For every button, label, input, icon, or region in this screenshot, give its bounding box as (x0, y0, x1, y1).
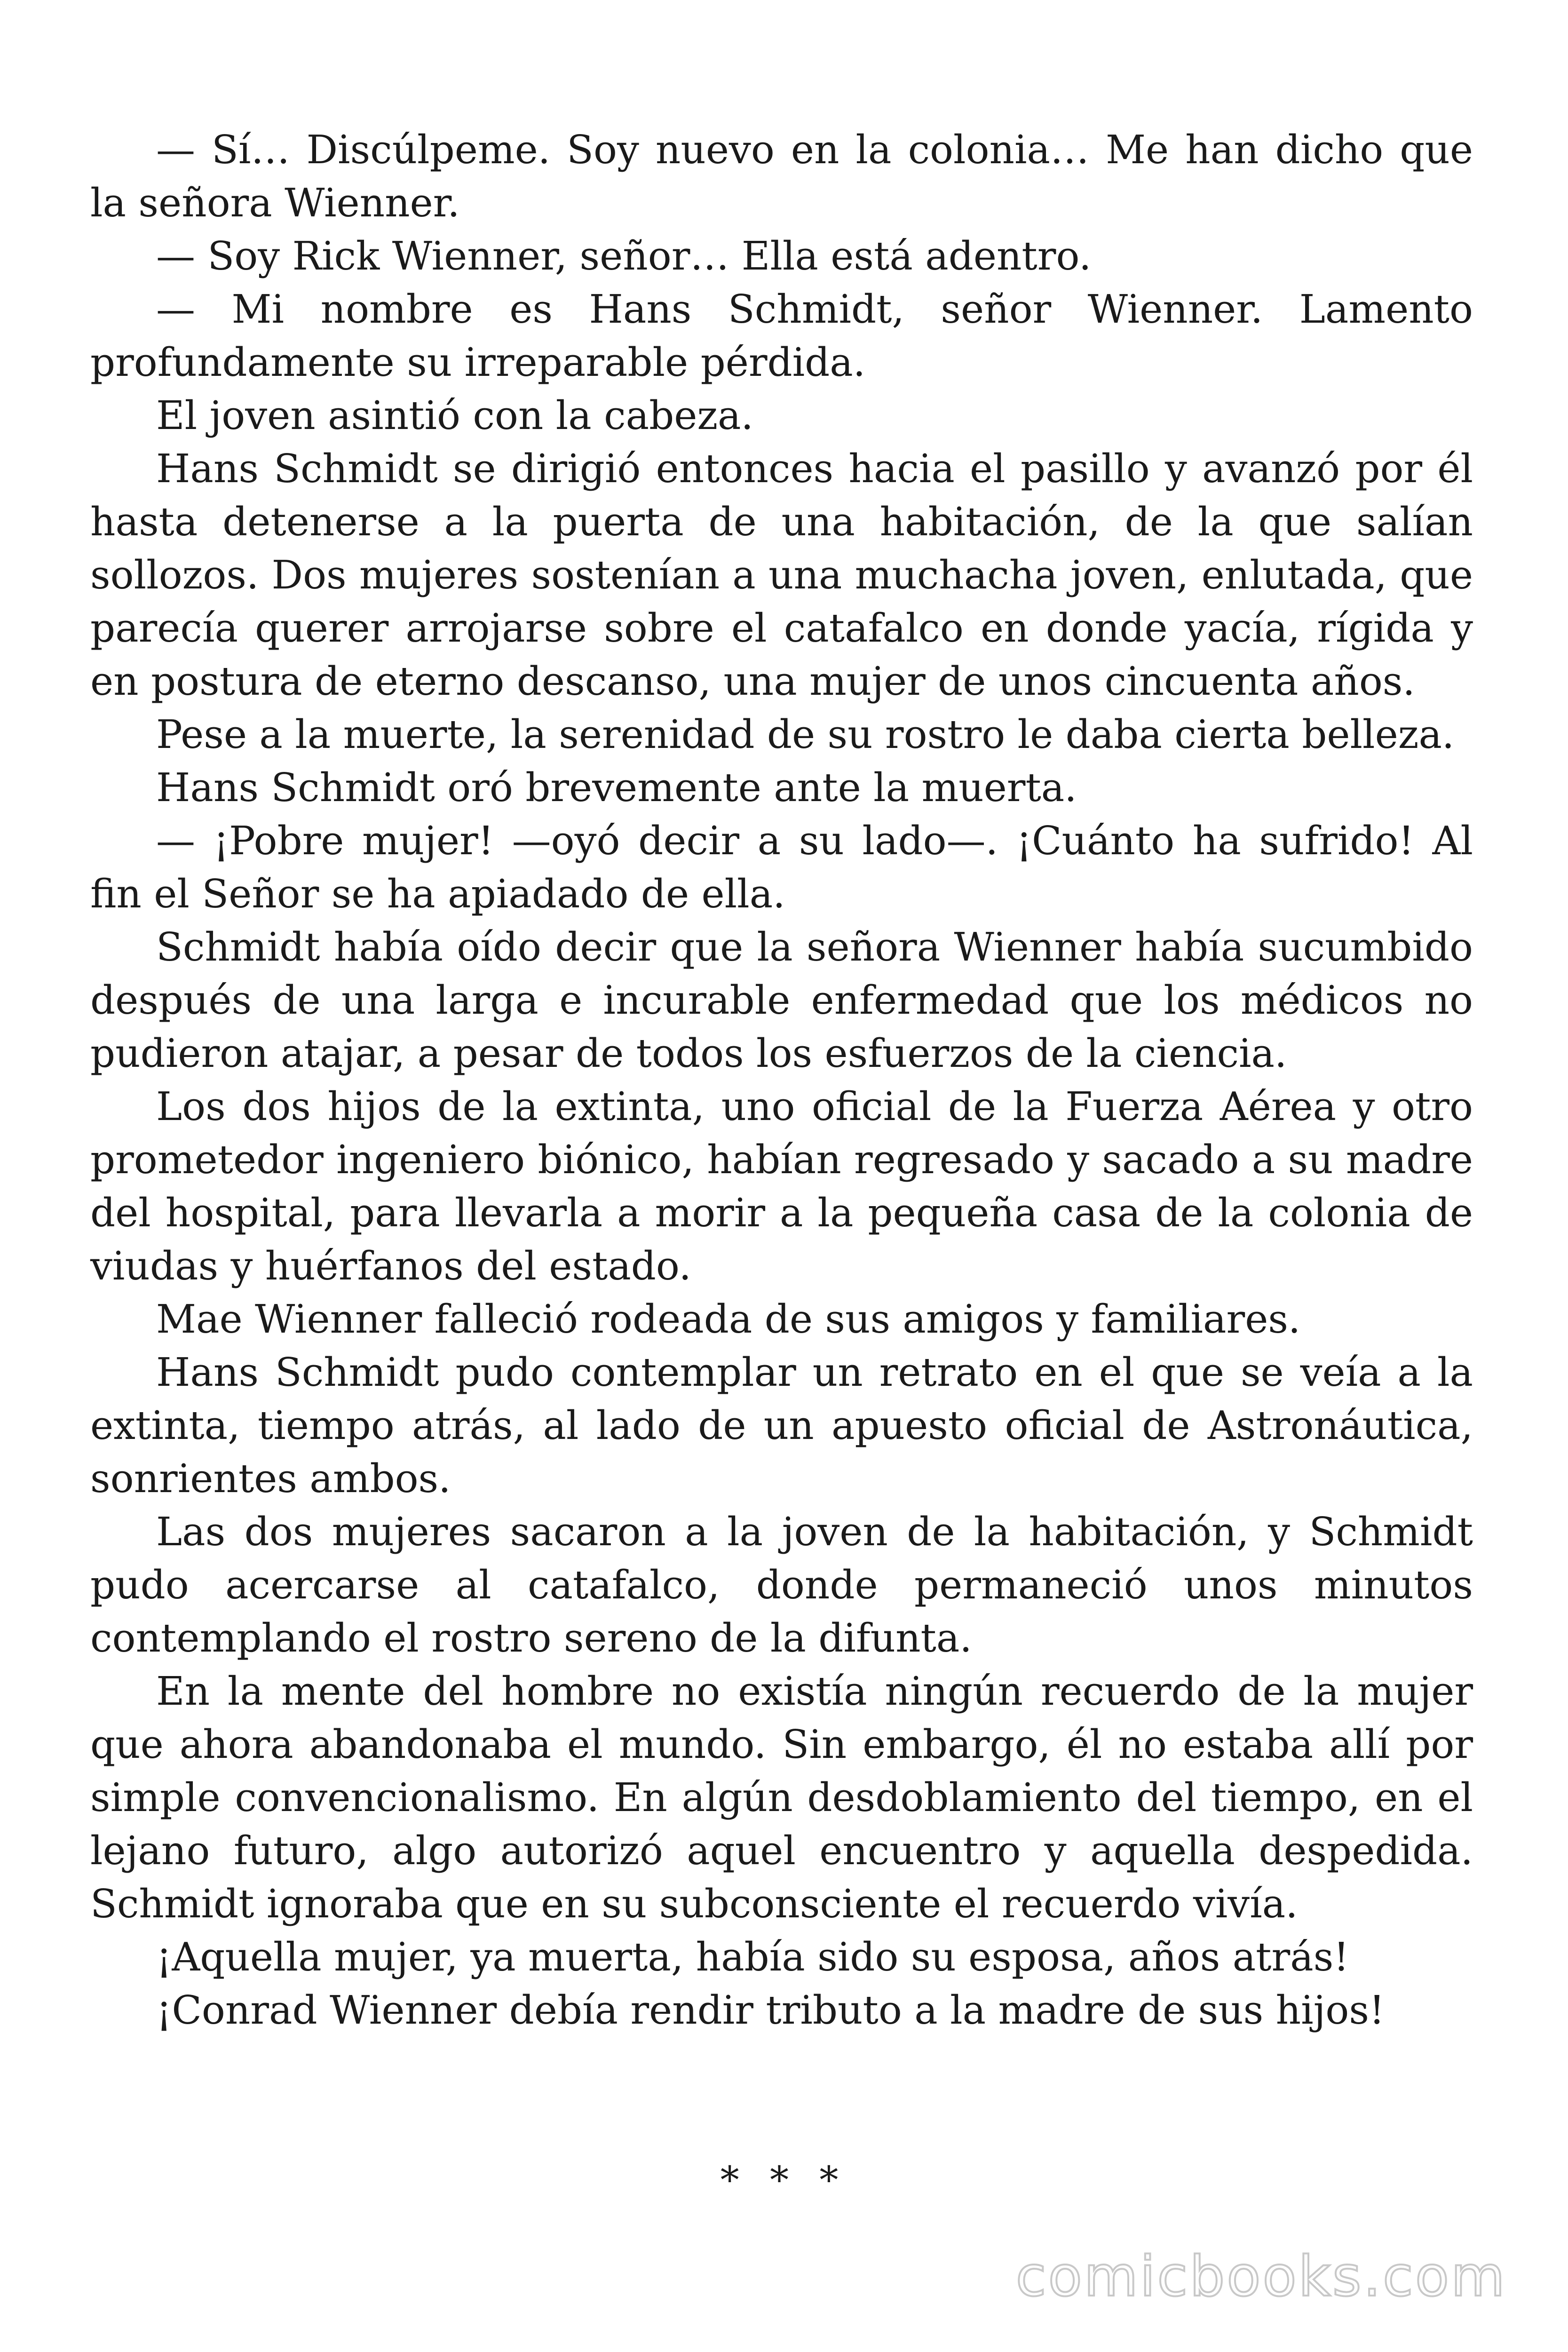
section-separator: * * * (720, 2158, 848, 2202)
paragraph: — Sí… Discúlpeme. Soy nuevo en la colonia… Me han dicho que la señora Wienner. (90, 127, 1473, 226)
paragraph: Schmidt había oído decir que la señora Wienner había sucumbido después de una larga e incurable enfermedad que los médicos no pudieron atajar, a pesar de todos los esfuerzos de la ciencia. (90, 924, 1473, 1076)
paragraph: En la mente del hombre no existía ningún recuerdo de la mujer que ahora abandonaba el mundo. Sin embargo, él no estaba allí por simple convencionalismo. En algún desdoblamiento del tiempo, en el lejano futuro, algo autorizó aquel encuentro y aquella despedida. Schmidt ignoraba que en su subconsciente el recuerdo vivía. (90, 1669, 1473, 1927)
paragraph: Hans Schmidt se dirigió entonces hacia el pasillo y avanzó por él hasta detenerse a la puerta de una habitación, de la que salían sollozos. Dos mujeres sostenían a una muchacha joven, enlutada, que parecía querer arrojarse sobre el catafalco en donde yacía, rígida y en postura de eterno descanso, una mujer de unos cincuenta años. (90, 446, 1473, 704)
paragraph: — Soy Rick Wienner, señor… Ella está adentro. (156, 233, 1092, 279)
site-watermark: comicbooks.com (1015, 2244, 1507, 2309)
paragraph: ¡Aquella mujer, ya muerta, había sido su esposa, años atrás! (156, 1934, 1349, 1980)
paragraph: — ¡Pobre mujer! —oyó decir a su lado—. ¡Cuánto ha sufrido! Al fin el Señor se ha apiadado de ella. (90, 818, 1473, 917)
paragraph: Pese a la muerte, la serenidad de su rostro le daba cierta belleza. (156, 712, 1455, 757)
book-page-text (90, 123, 1473, 2037)
paragraph: Los dos hijos de la extinta, uno oficial de la Fuerza Aérea y otro prometedor ingeniero biónico, habían regresado y sacado a su madre del hospital, para llevarla a morir a la pequeña casa de la colonia de viudas y huérfanos del estado. (90, 1084, 1473, 1289)
paragraph: Mae Wienner falleció rodeada de sus amigos y familiares. (156, 1296, 1301, 1342)
paragraph: Hans Schmidt oró brevemente ante la muerta. (156, 765, 1077, 810)
paragraph: Las dos mujeres sacaron a la joven de la habitación, y Schmidt pudo acercarse al catafalco, donde permaneció unos minutos contemplando el rostro sereno de la difunta. (90, 1509, 1473, 1661)
paragraph: Hans Schmidt pudo contemplar un retrato en el que se veía a la extinta, tiempo atrás, al lado de un apuesto oficial de Astronáutica, sonrientes ambos. (90, 1350, 1473, 1502)
paragraph: ¡Conrad Wienner debía rendir tributo a la madre de sus hijos! (156, 1987, 1385, 2033)
paragraph: — Mi nombre es Hans Schmidt, señor Wienner. Lamento profundamente su irreparable pérdida. (90, 286, 1473, 385)
paragraph: El joven asintió con la cabeza. (156, 393, 753, 438)
